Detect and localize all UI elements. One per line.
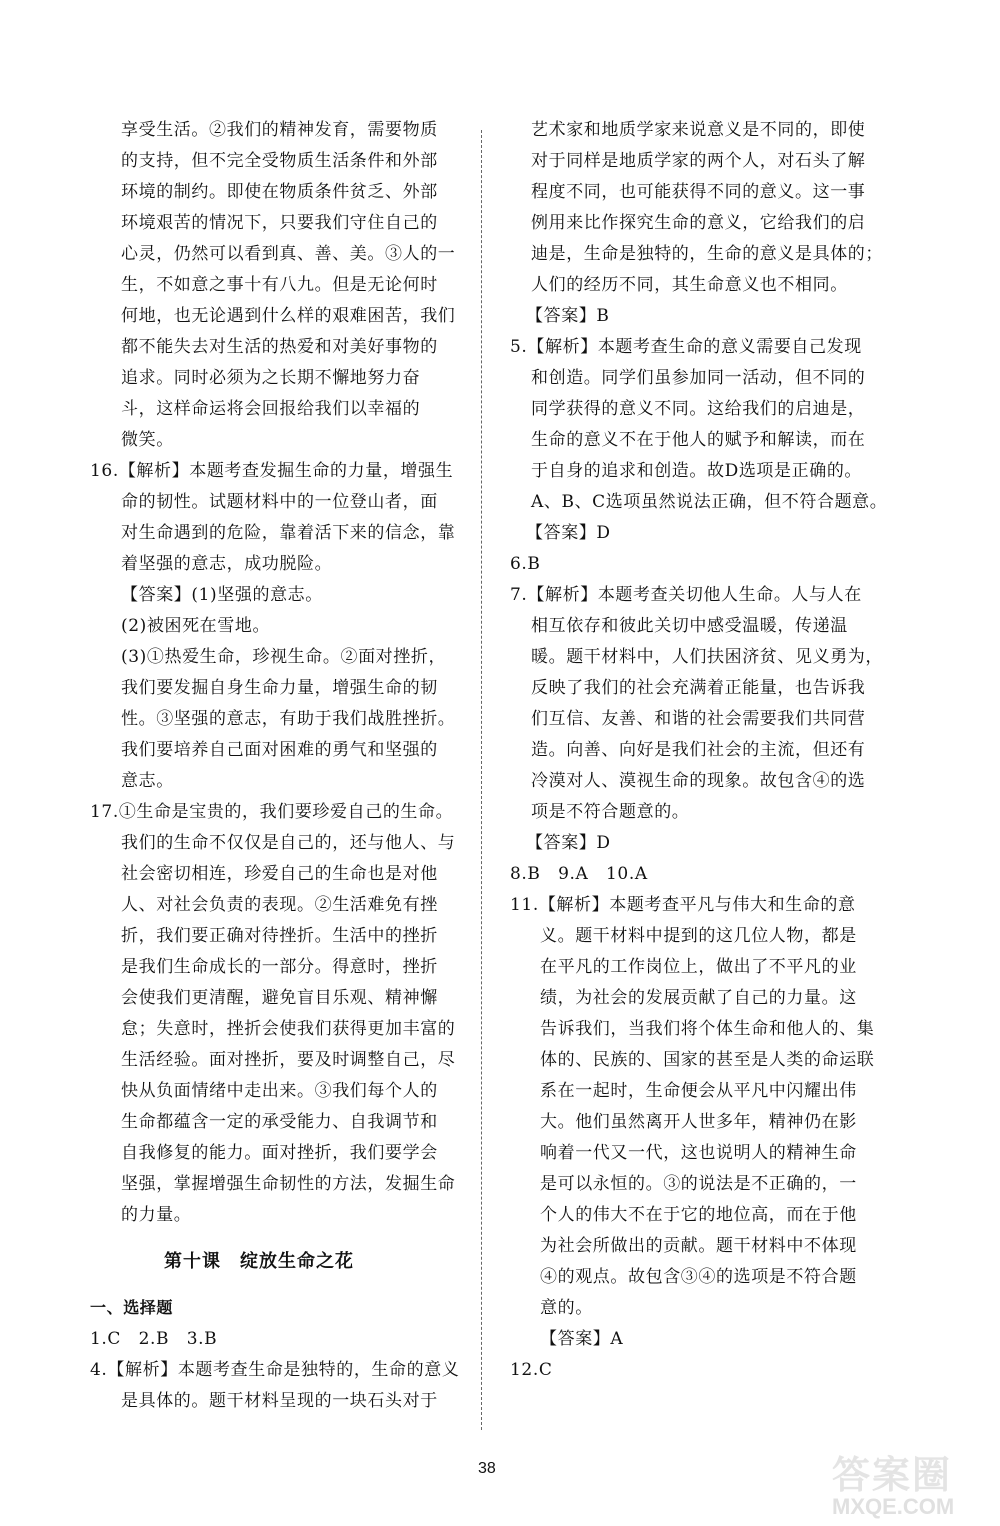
section-title: 第十课 绽放生命之花: [164, 1251, 354, 1272]
text-line: 意志。: [121, 771, 174, 791]
text-line: 反映了我们的社会充满着正能量，也告诉我: [531, 678, 866, 698]
watermark-logo: 答案圈: [832, 1453, 953, 1497]
text-line: 艺术家和地质学家来说意义是不同的，即使: [531, 120, 866, 140]
text-line: 项是不符合题意的。: [531, 802, 690, 822]
text-line: 生命的意义不在于他人的赋予和解读，而在: [531, 430, 866, 450]
text-line: A、B、C选项虽然说法正确，但不符合题意。: [531, 492, 888, 512]
text-line: 着坚强的意志，成功脱险。: [121, 554, 333, 574]
text-line: 斗，这样命运将会回报给我们以幸福的: [121, 399, 421, 419]
column-divider: [481, 130, 482, 1430]
text-line: 追求。同时必须为之长期不懈地努力奋: [121, 368, 421, 388]
text-line: 相互依存和彼此关切中感受温暖，传递温: [531, 616, 848, 636]
text-line: 意的。: [540, 1298, 593, 1318]
text-line: 响着一代又一代，这也说明人的精神生命: [540, 1143, 857, 1163]
watermark: [832, 1455, 992, 1521]
text-line: 大。他们虽然离开人世多年，精神仍在影: [540, 1112, 857, 1132]
text-line: 和创造。同学们虽参加同一活动，但不同的: [531, 368, 866, 388]
answer-list: 1.C 2.B 3.B: [90, 1329, 218, 1349]
answer-list: 8.B 9.A 10.A: [510, 864, 648, 884]
text-line: 生，不如意之事十有八九。但是无论何时: [121, 275, 438, 295]
text-line: 社会密切相连，珍爱自己的生命也是对他: [121, 864, 438, 884]
text-line: 人们的经历不同，其生命意义也不相同。: [531, 275, 848, 295]
answer-label: 【答案】D: [526, 833, 611, 853]
text-line: 自我修复的能力。面对挫折，我们要学会: [121, 1143, 438, 1163]
watermark-site: MXQE.COM: [832, 1494, 955, 1519]
text-line: 是具体的。题干材料呈现的一块石头对于: [121, 1391, 438, 1411]
text-line: 会使我们更清醒，避免盲目乐观、精神懈: [121, 988, 438, 1008]
text-line: 个人的伟大不在于它的地位高，而在于他: [540, 1205, 857, 1225]
text-line: 迪是，生命是独特的，生命的意义是具体的；: [531, 244, 883, 264]
text-line: 享受生活。②我们的精神发育，需要物质: [121, 120, 438, 140]
text-line: 人、对社会负责的表现。②生活难免有挫: [121, 895, 438, 915]
text-line: 生活经验。面对挫折，要及时调整自己，尽: [121, 1050, 456, 1070]
text-line: 是可以永恒的。③的说法是不正确的，一: [540, 1174, 857, 1194]
text-line: 们互信、友善、和谐的社会需要我们共同营: [531, 709, 866, 729]
question-4-start: 4.【解析】本题考查生命是独特的，生命的意义: [90, 1360, 460, 1380]
text-line: 生命都蕴含一定的承受能力、自我调节和: [121, 1112, 438, 1132]
question-17-start: 17.①生命是宝贵的，我们要珍爱自己的生命。: [90, 802, 454, 822]
text-line: (2)被困死在雪地。: [121, 616, 271, 636]
text-line: 绩，为社会的发展贡献了自己的力量。这: [540, 988, 857, 1008]
text-line: 系在一起时，生命便会从平凡中闪耀出伟: [540, 1081, 857, 1101]
answer-label: 【答案】(1)坚强的意志。: [121, 585, 323, 605]
answer-list: 6.B: [510, 554, 541, 574]
subsection-heading: 一、选择题: [90, 1298, 174, 1317]
question-16-start: 16.【解析】本题考查发掘生命的力量，增强生: [90, 461, 454, 481]
text-line: 义。题干材料中提到的这几位人物，都是: [540, 926, 857, 946]
text-line: 心灵，仍然可以看到真、善、美。③人的一: [121, 244, 456, 264]
text-line: 我们的生命不仅仅是自己的，还与他人、与: [121, 833, 456, 853]
text-line: 是我们生命成长的一部分。得意时，挫折: [121, 957, 438, 977]
text-line: 性。③坚强的意志，有助于我们战胜挫折。: [121, 709, 456, 729]
text-line: 我们要培养自己面对困难的勇气和坚强的: [121, 740, 438, 760]
text-line: (3)①热爱生命，珍视生命。②面对挫折，: [121, 647, 447, 667]
text-line: 在平凡的工作岗位上，做出了不平凡的业: [540, 957, 857, 977]
text-line: 坚强，掌握增强生命韧性的方法，发掘生命: [121, 1174, 456, 1194]
text-line: 告诉我们，当我们将个体生命和他人的、集: [540, 1019, 875, 1039]
text-line: 我们要发掘自身生命力量，增强生命的韧: [121, 678, 438, 698]
text-line: 的支持，但不完全受物质生活条件和外部: [121, 151, 438, 171]
text-line: 都不能失去对生活的热爱和对美好事物的: [121, 337, 438, 357]
text-line: 对于同样是地质学家的两个人，对石头了解: [531, 151, 866, 171]
text-line: 环境的制约。即使在物质条件贫乏、外部: [121, 182, 438, 202]
page-number: 38: [478, 1460, 496, 1477]
text-line: 命的韧性。试题材料中的一位登山者，面: [121, 492, 438, 512]
text-line: 环境艰苦的情况下，只要我们守住自己的: [121, 213, 438, 233]
question-11-start: 11.【解析】本题考查平凡与伟大和生命的意: [510, 895, 856, 915]
text-line: ④的观点。故包含③④的选项是不符合题: [540, 1267, 857, 1287]
question-7-start: 7.【解析】本题考查关切他人生命。人与人在: [510, 585, 862, 605]
text-line: 微笑。: [121, 430, 174, 450]
text-line: 程度不同，也可能获得不同的意义。这一事: [531, 182, 866, 202]
text-line: 造。向善、向好是我们社会的主流，但还有: [531, 740, 866, 760]
answer-label: 【答案】B: [526, 306, 610, 326]
text-line: 例用来比作探究生命的意义，它给我们的启: [531, 213, 866, 233]
text-line: 折，我们要正确对待挫折。生活中的挫折: [121, 926, 438, 946]
answer-label: 【答案】A: [540, 1329, 624, 1349]
text-line: 对生命遇到的危险，靠着活下来的信念，靠: [121, 523, 456, 543]
text-line: 于自身的追求和创造。故D选项是正确的。: [531, 461, 863, 481]
question-5-start: 5.【解析】本题考查生命的意义需要自己发现: [510, 337, 862, 357]
text-line: 怠；失意时，挫折会使我们获得更加丰富的: [121, 1019, 456, 1039]
answer-label: 【答案】D: [526, 523, 611, 543]
text-line: 何地，也无论遇到什么样的艰难困苦，我们: [121, 306, 456, 326]
text-line: 为社会所做出的贡献。题干材料中不体现: [540, 1236, 857, 1256]
answer-list: 12.C: [510, 1360, 553, 1380]
text-line: 快从负面情绪中走出来。③我们每个人的: [121, 1081, 438, 1101]
text-line: 冷漠对人、漠视生命的现象。故包含④的选: [531, 771, 866, 791]
text-line: 暖。题干材料中，人们扶困济贫、见义勇为，: [531, 647, 883, 667]
text-line: 的力量。: [121, 1205, 192, 1225]
text-line: 同学获得的意义不同。这给我们的启迪是，: [531, 399, 866, 419]
text-line: 体的、民族的、国家的甚至是人类的命运联: [540, 1050, 875, 1070]
